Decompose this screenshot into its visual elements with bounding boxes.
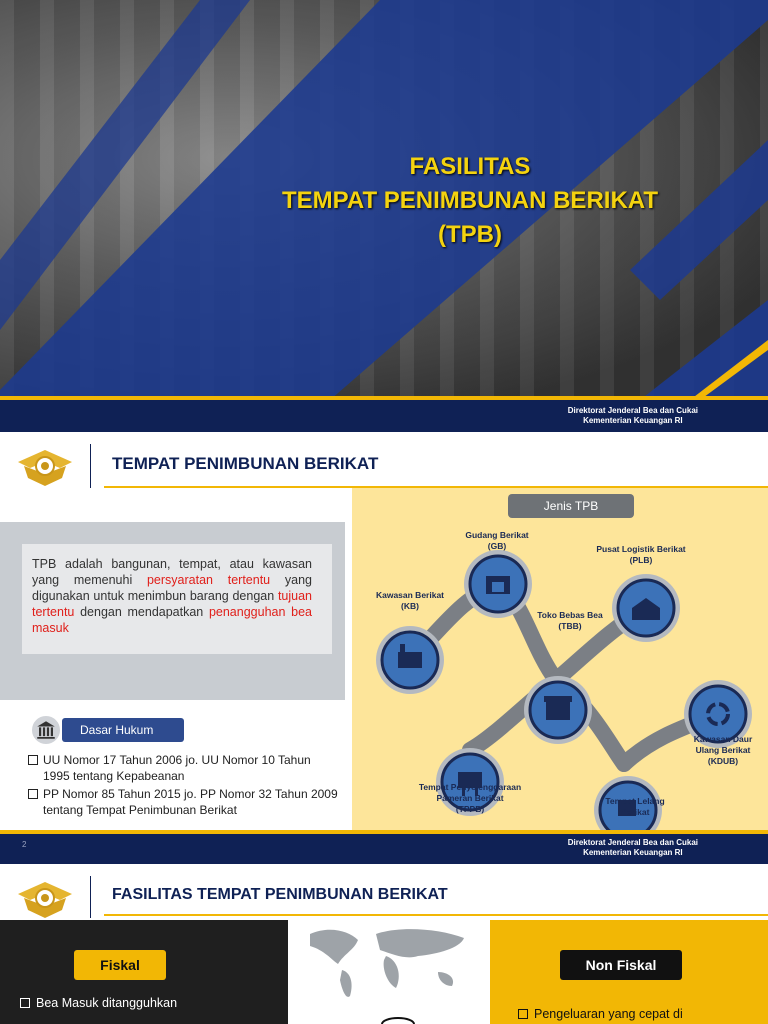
footer-org-line2: Kementerian Keuangan RI xyxy=(583,416,683,425)
label-tppb: Tempat Penyelenggaraan Pameran Berikat (TPPB) xyxy=(418,782,522,814)
definition-highlight-2: tujuan tertentu xyxy=(32,589,312,619)
footer-org xyxy=(568,838,698,858)
customs-emblem-icon xyxy=(10,442,80,492)
label-kdub: Kawasan Daur Ulang Berikat (KDUB) xyxy=(693,734,753,766)
tpb-types-diagram xyxy=(352,488,768,830)
jenis-tpb-tab: Jenis TPB xyxy=(508,494,634,518)
world-map-icon xyxy=(288,920,490,1024)
law-list xyxy=(26,752,338,820)
courthouse-icon xyxy=(30,714,62,746)
label-tlb: Tempat Lelang Berikat xyxy=(605,796,665,817)
fiskal-item-text: Bea Masuk ditangguhkan xyxy=(36,996,178,1010)
label-gb: Gudang Berikat (GB) xyxy=(465,530,529,551)
footer-org-line2: Kementerian Keuangan RI xyxy=(583,848,683,857)
world-map-panel xyxy=(288,920,490,1024)
header-separator xyxy=(90,444,91,488)
definition-text-2: yang digunakan untuk menimbun barang dengan xyxy=(32,573,312,603)
nonfiskal-item-text: Pengeluaran yang cepat di xyxy=(534,1007,683,1021)
slide-tpb-definition xyxy=(0,432,768,864)
definition-text-1: TPB adalah bangunan, tempat, atau kawasan yang memenuhi xyxy=(32,557,312,587)
cover-footer xyxy=(0,396,768,432)
slide-cover xyxy=(0,0,768,432)
footer-org xyxy=(568,406,698,426)
definition-highlight-3: penangguhan bea masuk xyxy=(32,605,312,635)
node-plb xyxy=(612,574,680,642)
node-kb xyxy=(376,626,444,694)
cover-title xyxy=(250,150,690,252)
label-kb: Kawasan Berikat (KB) xyxy=(375,590,445,611)
fiskal-label: Fiskal xyxy=(74,950,166,980)
page-number: 2 xyxy=(22,840,27,849)
tpb-definition-text xyxy=(32,556,312,636)
node-tbb xyxy=(524,676,592,744)
label-plb: Pusat Logistik Berikat (PLB) xyxy=(596,544,686,565)
footer-org-line1: Direktorat Jenderal Bea dan Cukai xyxy=(567,406,698,415)
nonfiskal-item xyxy=(518,1006,683,1022)
cover-title-line3: (TPB) xyxy=(438,221,502,248)
label-tbb: Toko Bebas Bea (TBB) xyxy=(537,610,603,631)
nonfiskal-label: Non Fiskal xyxy=(560,950,682,980)
fiskal-item xyxy=(20,995,177,1011)
definition-text-3: dengan mendapatkan xyxy=(74,605,209,619)
node-gb xyxy=(464,550,532,618)
slide-tpb-facilities xyxy=(0,864,768,1024)
law-item: UU Nomor 17 Tahun 2006 jo. UU Nomor 10 Tahun 1995 tentang Kepabeanan xyxy=(26,752,338,784)
footer-org-line1: Direktorat Jenderal Bea dan Cukai xyxy=(567,838,698,847)
slide-title: TEMPAT PENIMBUNAN BERIKAT xyxy=(112,454,379,473)
definition-highlight-1: persyaratan tertentu xyxy=(146,573,271,587)
cover-title-line1: FASILITAS xyxy=(409,153,531,180)
law-item: PP Nomor 85 Tahun 2015 jo. PP Nomor 32 Tahun 2009 tentang Tempat Penimbunan Berikat xyxy=(26,786,338,818)
slide2-footer xyxy=(0,830,768,864)
header-underline xyxy=(104,914,768,916)
customs-emblem-icon xyxy=(10,874,80,924)
slide-title: FASILITAS TEMPAT PENIMBUNAN BERIKAT xyxy=(112,886,448,903)
dasar-hukum-label: Dasar Hukum xyxy=(62,718,184,742)
cover-title-line2: TEMPAT PENIMBUNAN BERIKAT xyxy=(282,187,658,214)
header-separator xyxy=(90,876,91,918)
